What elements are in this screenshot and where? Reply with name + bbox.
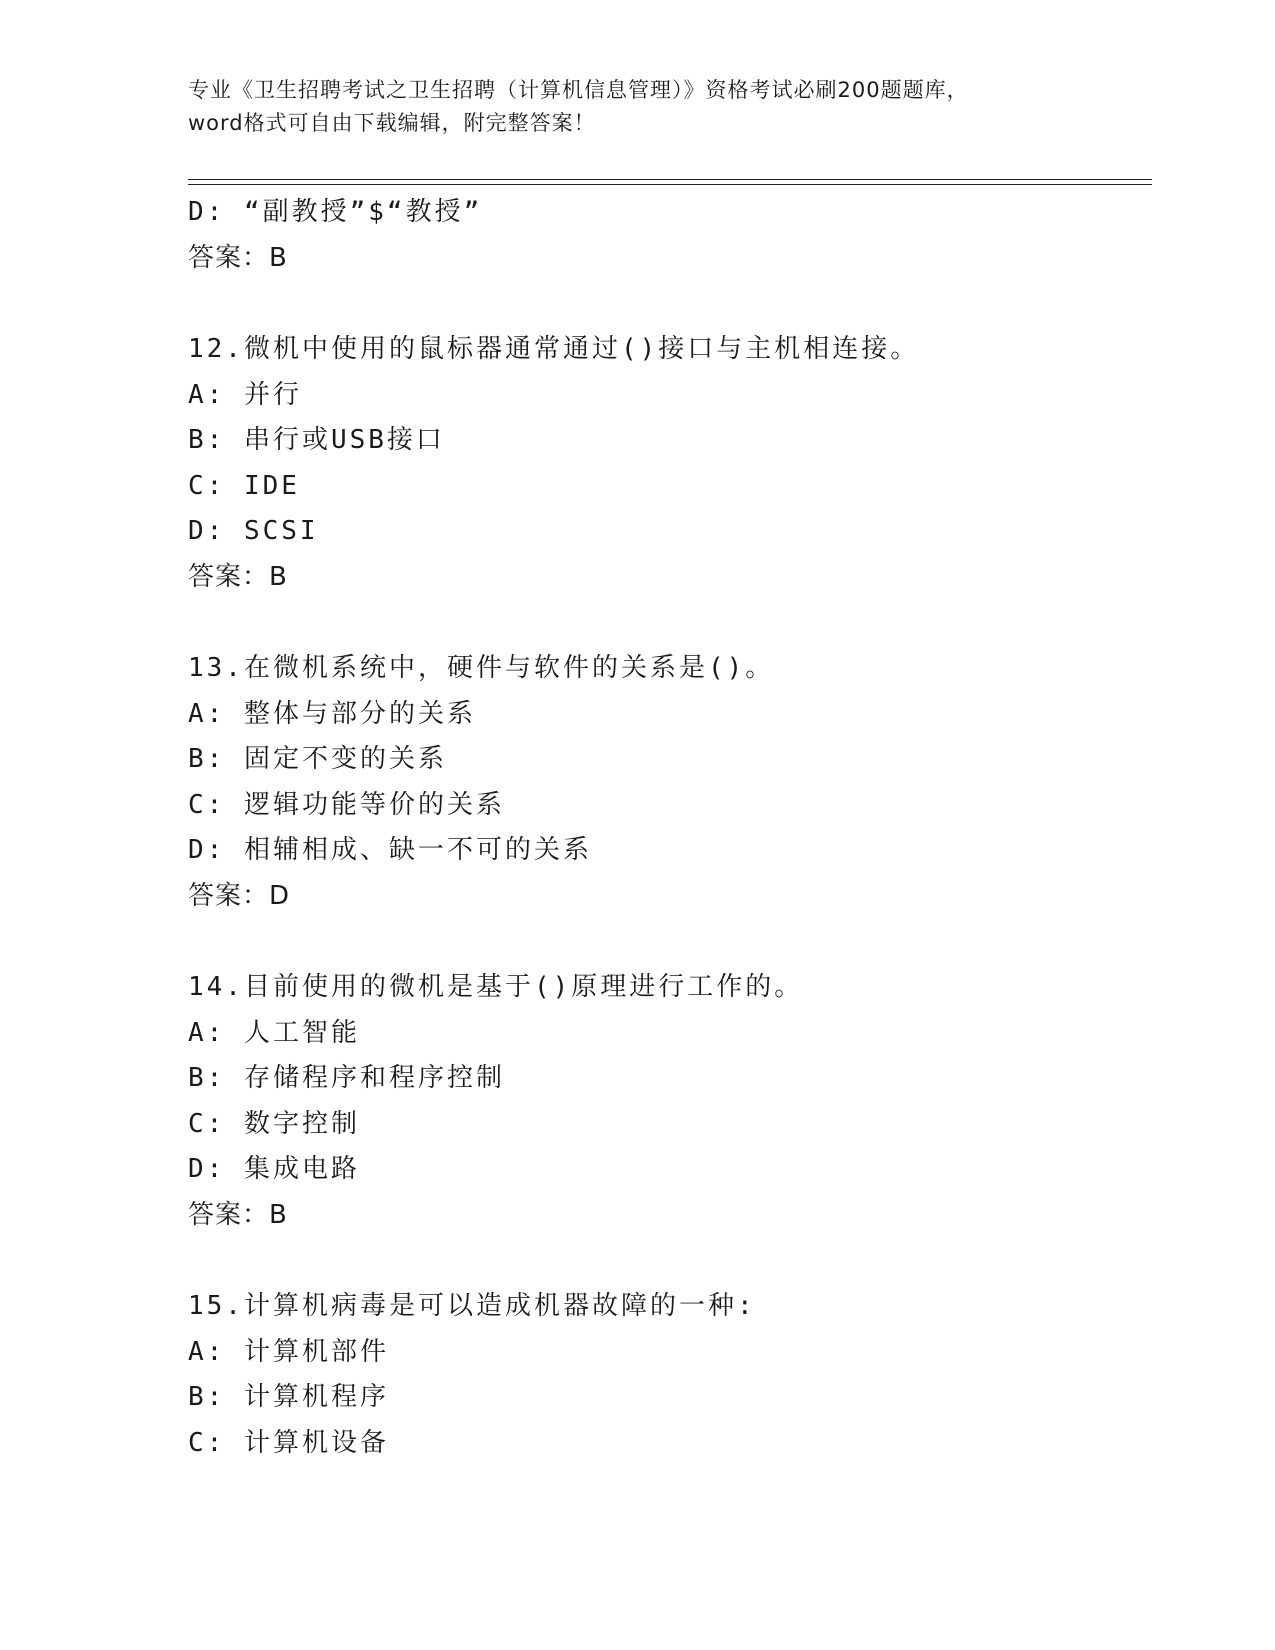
question-stem: 14.目前使用的微机是基于()原理进行工作的。 xyxy=(188,972,804,1002)
spacer xyxy=(188,1238,1152,1284)
question-list xyxy=(188,190,1152,1466)
question-stem: 12.微机中使用的鼠标器通常通过()接口与主机相连接。 xyxy=(188,334,920,364)
option-c: C: 计算机设备 xyxy=(188,1427,389,1458)
spacer xyxy=(188,919,1152,965)
option-a: A: 计算机部件 xyxy=(188,1336,389,1367)
option-c: C: 数字控制 xyxy=(188,1108,360,1139)
document-header xyxy=(188,74,1088,140)
question-12 xyxy=(188,327,1152,600)
option-d: D: 集成电路 xyxy=(188,1154,360,1184)
option-c: C: IDE xyxy=(188,470,300,501)
option-c: C: 逻辑功能等价的关系 xyxy=(188,789,505,820)
option-b: B: 固定不变的关系 xyxy=(188,744,447,774)
option-b: B: 计算机程序 xyxy=(188,1382,389,1412)
option-a: A: 并行 xyxy=(188,379,302,410)
header-title-line-2: word格式可自由下载编辑，附完整答案！ xyxy=(188,111,596,135)
option-a: A: 整体与部分的关系 xyxy=(188,698,476,729)
question-stem: 15.计算机病毒是可以造成机器故障的一种: xyxy=(188,1291,756,1321)
question-14 xyxy=(188,965,1152,1238)
answer-line: 答案：B xyxy=(188,561,288,592)
option-b: B: 存储程序和程序控制 xyxy=(188,1063,505,1093)
question-13 xyxy=(188,646,1152,919)
answer-line: 答案：B xyxy=(188,1199,288,1230)
answer-line: 答案：B xyxy=(188,242,288,273)
question-stem: 13.在微机系统中，硬件与软件的关系是()。 xyxy=(188,653,775,683)
spacer xyxy=(188,281,1152,327)
option-d: D: 相辅相成、缺一不可的关系 xyxy=(188,835,592,865)
previous-question-tail xyxy=(188,190,1152,281)
answer-line: 答案：D xyxy=(188,880,291,911)
option-b: B: 串行或USB接口 xyxy=(188,425,445,455)
header-title-line-1: 专业《卫生招聘考试之卫生招聘（计算机信息管理）》资格考试必刷200题题库， xyxy=(188,78,969,102)
spacer xyxy=(188,600,1152,646)
header-divider-top xyxy=(188,179,1152,180)
header-divider-bottom xyxy=(188,184,1152,185)
question-15 xyxy=(188,1284,1152,1466)
option-a: A: 人工智能 xyxy=(188,1017,360,1048)
option-d: D: “副教授”$“教授” xyxy=(188,197,483,227)
option-d: D: SCSI xyxy=(188,516,319,546)
